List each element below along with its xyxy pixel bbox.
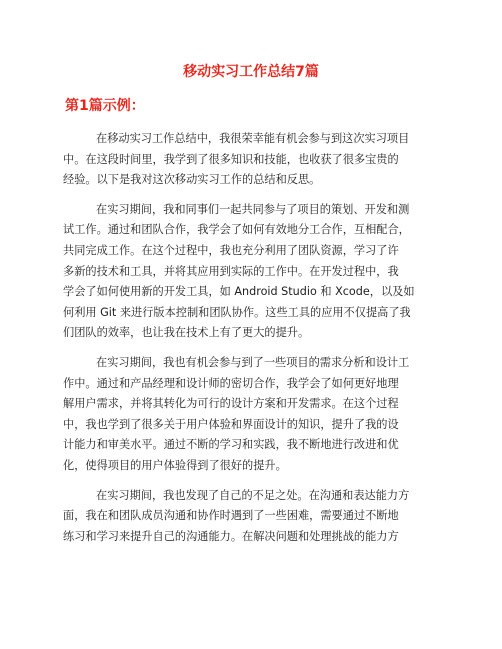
- text-line: 中。在这段时间里，我学到了很多知识和技能，也收获了很多宝贵的: [63, 152, 399, 166]
- paragraph: [63, 486, 443, 548]
- paragraph: [63, 353, 443, 477]
- text-line: 在移动实习工作总结中，我很荣幸能有机会参与到这次实习项目: [96, 132, 410, 145]
- text-line: 化，使得项目的用户体验得到了很好的提升。: [63, 458, 287, 472]
- text-line: 在实习期间，我也发现了自己的不足之处。在沟通和表达能力方: [96, 488, 410, 502]
- text-line: 多新的技术和工具，并将其应用到实际的工作中。在开发过程中，我: [63, 264, 399, 278]
- text-line: 经验。以下是我对这次移动实习工作的总结和反思。: [63, 173, 321, 187]
- document-body: [63, 129, 443, 556]
- paragraph: [63, 200, 443, 344]
- text-line: 们团队的效率，也让我在技术上有了更大的提升。: [63, 326, 310, 340]
- text-line: 共同完成工作。在这个过程中，我也充分利用了团队资源，学习了许: [63, 243, 399, 257]
- paragraph: [63, 129, 443, 191]
- text-line: 学会了如何使用新的开发工具，如 Android Studio 和 Xcode，以及如: [63, 285, 415, 299]
- section-heading: 第1篇示例：: [65, 98, 145, 114]
- text-line: 试工作。通过和团队合作，我学会了如何有效地分工合作，互相配合，: [63, 223, 410, 237]
- text-line: 在实习期间，我和同事们一起共同参与了项目的策划、开发和测: [96, 202, 410, 216]
- text-line: 面，我在和团队成员沟通和协作时遇到了一些困难，需要通过不断地: [63, 509, 399, 523]
- text-line: 何利用 Git 来进行版本控制和团队协作。这些工具的应用不仅提高了我: [63, 305, 411, 319]
- text-line: 练习和学习来提升自己的沟通能力。在解决问题和处理挑战的能力方: [63, 529, 399, 543]
- text-line: 作中。通过和产品经理和设计师的密切合作，我学会了如何更好地理: [63, 376, 399, 390]
- text-line: 中，我也学到了很多关于用户体验和界面设计的知识，提升了我的设: [63, 417, 399, 431]
- document-title: 移动实习工作总结7篇: [183, 64, 319, 80]
- text-line: 计能力和审美水平。通过不断的学习和实践，我不断地进行改进和优: [63, 438, 399, 452]
- text-line: 解用户需求，并将其转化为可行的设计方案和开发需求。在这个过程: [63, 397, 399, 411]
- text-line: 在实习期间，我也有机会参与到了一些项目的需求分析和设计工: [96, 355, 410, 369]
